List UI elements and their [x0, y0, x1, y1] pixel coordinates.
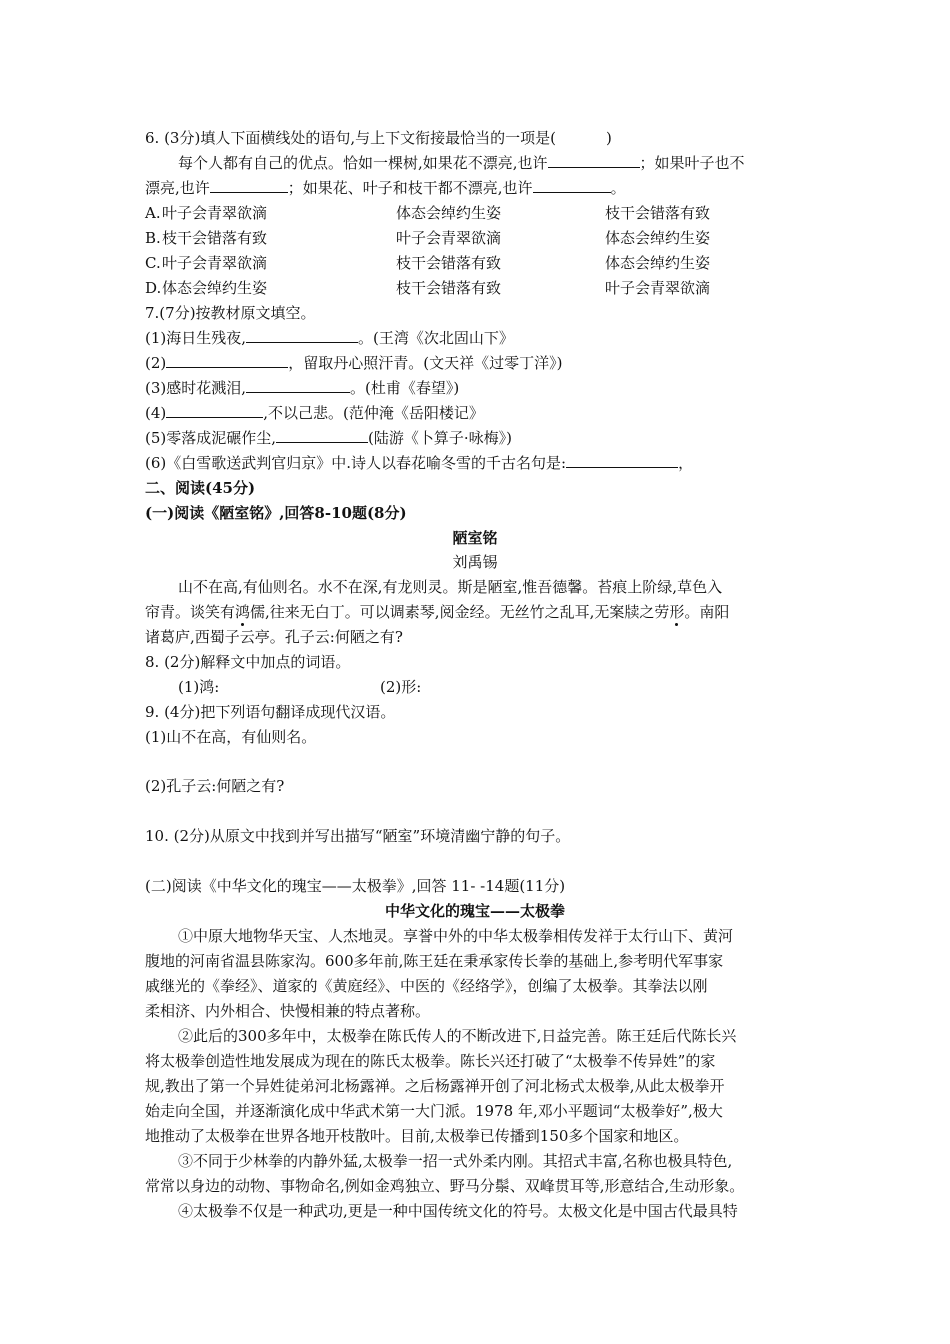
answer-blank[interactable]	[166, 403, 263, 418]
answer-blank[interactable]	[246, 378, 350, 393]
article2-line: 地推动了太极拳在世界各地开枝散叶。目前,太极拳已传播到150多个国家和地区。	[145, 1127, 689, 1145]
q9-item-2: (2)孔子云:何陋之有?	[145, 777, 285, 795]
article2-line: 柔相济、内外相合、快慢相兼的特点著称。	[145, 1002, 431, 1020]
q7-line-1: (1)海日生残夜, 。(王湾《次北固山下》	[145, 329, 514, 347]
q10-stem: 10. (2分)从原文中找到并写出描写“陋室”环境清幽宁静的句子。	[145, 827, 571, 845]
q8-stem: 8. (2分)解释文中加点的词语。	[145, 653, 351, 671]
part2-heading: (二)阅读《中华文化的瑰宝——太极拳》,回答 11- -14题(11分)	[145, 877, 566, 895]
article-author: 刘禹锡	[452, 553, 498, 571]
article2-line: 戚继光的《拳经》、道家的《黄庭经》、中医的《经络学》，创编了太极拳。其拳法以刚	[145, 977, 708, 995]
q7-stem: 7.(7分)按教材原文填空。	[145, 304, 316, 322]
article2-line: 始走向全国，并逐渐演化成中华武术第一大门派。1978 年,邓小平题词“太极拳好”,极大	[145, 1102, 723, 1120]
q6-passage-line-2: 漂亮,也许 ；如果花、叶子和枝干都不漂亮,也许 。	[145, 179, 626, 197]
q7-line-3: (3)感时花溅泪, 。(杜甫《春望》)	[145, 379, 460, 397]
q7-line-2: (2) ，留取丹心照汗青。(文天祥《过零丁洋》)	[145, 354, 563, 372]
answer-blank[interactable]	[210, 178, 288, 193]
q7-line-4: (4) ,不以己悲。(范仲淹《岳阳楼记》	[145, 404, 484, 422]
article-line-2: 帘青。谈笑有鸿儒,往来无白丁。可以调素琴,阅金经。无丝竹之乱耳,无案牍之劳形。南阳	[145, 603, 730, 621]
part1-heading: (一)阅读《陋室铭》,回答8-10题(8分)	[145, 504, 407, 522]
exam-page: 6. (3分)填人下面横线处的语句,与上下文衔接最恰当的一项是( ) 每个人都有自己的优点。恰如一棵树,如果花不漂亮,也许 ；如果叶子也不 漂亮,也许 ；如果花、叶子和枝干都不漂亮,也许 。 A. 叶子会青翠欲滴 体态会绰约生姿 枝干会错落有致 B. 枝干会错落有致 叶子会青翠欲滴 体态会绰约生姿 C. 叶子会青翠欲滴 枝干会错落有致 体态会绰约生姿 D. 体态会绰约生姿 枝干会错落有致 叶子会青翠欲滴 7.(7分)按教材原文填空。 (1)海日生残夜, 。(王湾《次北固山下》 (2) ，留取丹心照汗青。(文天祥《过零丁洋》) (3)感时花溅泪, 。(杜甫《春望》) (4) ,不以己悲。(范仲淹《岳阳楼记》 (5)零落成泥碾作尘, (陆游《卜算子·咏梅》) (6)《白雪歌送武判官归京》中.诗人以春花喻冬雪的千古名句是: ， 二、阅读(45分) (一)阅读《陋室铭》,回答8-10题(8分) 陋室铭 刘禹锡 山不在高,有仙则名。水不在深,有龙则灵。斯是陋室,惟吾德馨。苔痕上阶绿,草色入 帘青。谈笑有鸿儒,往来无白丁。可以调素琴,阅金经。无丝竹之乱耳,无案牍之劳形。南阳 诸葛庐,西蜀子云亭。孔子云:何陋之有? 8. (2分)解释文中加点的词语。 (1)鸿: (2)形: 9. (4分)把下列语句翻译成现代汉语。 (1)山不在高，有仙则名。 (2)孔子云:何陋之有? 10. (2分)从原文中找到并写出描写“陋室”环境清幽宁静的句子。 (二)阅读《中华文化的瑰宝——太极拳》,回答 11- -14题(11分) 中华文化的瑰宝——太极拳 ①中原大地物华天宝、人杰地灵。享誉中外的中华太极拳相传发祥于太行山下、黄河 腹地的河南省温县陈家沟。600多年前,陈王廷在秉承家传长拳的基础上,参考明代军事家 戚继光的《拳经》、道家的《黄庭经》、中医的《经络学》，创编了太极拳。其拳法以刚 柔相济、内外相合、快慢相兼的特点著称。 ②此后的300多年中，太极拳在陈氏传人的不断改进下,日益完善。陈王廷后代陈长兴 将太极拳创造性地发展成为现在的陈氏太极拳。陈长兴还打破了“太极拳不传异姓”的家 规,教出了第一个异姓徒弟河北杨露禅。之后杨露禅开创了河北杨式太极拳,从此太极拳开 始走向全国，并逐渐演化成中华武术第一大门派。1978 年,邓小平题词“太极拳好”,极大 地推动了太极拳在世界各地开枝散叶。目前,太极拳已传播到150多个国家和地区。 ③不同于少林拳的内静外猛,太极拳一招一式外柔内刚。其招式丰富,名称也极具特色, 常常以身边的动物、事物命名,例如金鸡独立、野马分鬃、双峰贯耳等,形意结合,生动形象。 ④太极拳不仅是一种武功,更是一种中国传统文化的符号。太极文化是中国古代最具特	[0, 0, 950, 1344]
article2-line: ②此后的300多年中，太极拳在陈氏传人的不断改进下,日益完善。陈王廷后代陈长兴	[178, 1027, 737, 1045]
article2-line: 腹地的河南省温县陈家沟。600多年前,陈王廷在秉承家传长拳的基础上,参考明代军事家	[145, 952, 724, 970]
article-title: 陋室铭	[452, 529, 498, 547]
answer-blank[interactable]	[166, 353, 288, 368]
article2-line: 常常以身边的动物、事物命名,例如金鸡独立、野马分鬃、双峰贯耳等,形意结合,生动形象。	[145, 1177, 745, 1195]
q8-item-2: (2)形:	[380, 678, 422, 696]
q9-item-1: (1)山不在高，有仙则名。	[145, 728, 317, 746]
article-line-1: 山不在高,有仙则名。水不在深,有龙则灵。斯是陋室,惟吾德馨。苔痕上阶绿,草色入	[178, 578, 723, 596]
answer-blank[interactable]	[566, 453, 678, 468]
q7-line-5: (5)零落成泥碾作尘, (陆游《卜算子·咏梅》)	[145, 429, 513, 447]
q7-line-6: (6)《白雪歌送武判官归京》中.诗人以春花喻冬雪的千古名句是: ，	[145, 454, 694, 472]
emphasis-dot-word: 鸿	[235, 603, 251, 621]
q6-passage-line-1: 每个人都有自己的优点。恰如一棵树,如果花不漂亮,也许 ；如果叶子也不	[178, 154, 745, 172]
answer-blank[interactable]	[548, 153, 640, 168]
article2-line: 规,教出了第一个异姓徒弟河北杨露禅。之后杨露禅开创了河北杨式太极拳,从此太极拳开	[145, 1077, 725, 1095]
q6-stem: 6. (3分)填人下面横线处的语句,与上下文衔接最恰当的一项是( )	[145, 129, 612, 147]
article2-line: 将太极拳创造性地发展成为现在的陈氏太极拳。陈长兴还打破了“太极拳不传异姓”的家	[145, 1052, 716, 1070]
article2-line: ①中原大地物华天宝、人杰地灵。享誉中外的中华太极拳相传发祥于太行山下、黄河	[178, 927, 734, 945]
article2-line: ③不同于少林拳的内静外猛,太极拳一招一式外柔内刚。其招式丰富,名称也极具特色,	[178, 1152, 733, 1170]
section-heading: 二、阅读(45分)	[145, 479, 256, 497]
q8-item-1: (1)鸿:	[178, 678, 220, 696]
q9-stem: 9. (4分)把下列语句翻译成现代汉语。	[145, 703, 396, 721]
article2-line: ④太极拳不仅是一种武功,更是一种中国传统文化的符号。太极文化是中国古代最具特	[178, 1202, 738, 1220]
article-line-3: 诸葛庐,西蜀子云亭。孔子云:何陋之有?	[145, 628, 403, 646]
answer-blank[interactable]	[533, 178, 611, 193]
article2-title: 中华文化的瑰宝——太极拳	[384, 902, 565, 920]
answer-blank[interactable]	[276, 428, 368, 443]
emphasis-dot-word: 形	[669, 603, 685, 621]
answer-blank[interactable]	[246, 328, 358, 343]
